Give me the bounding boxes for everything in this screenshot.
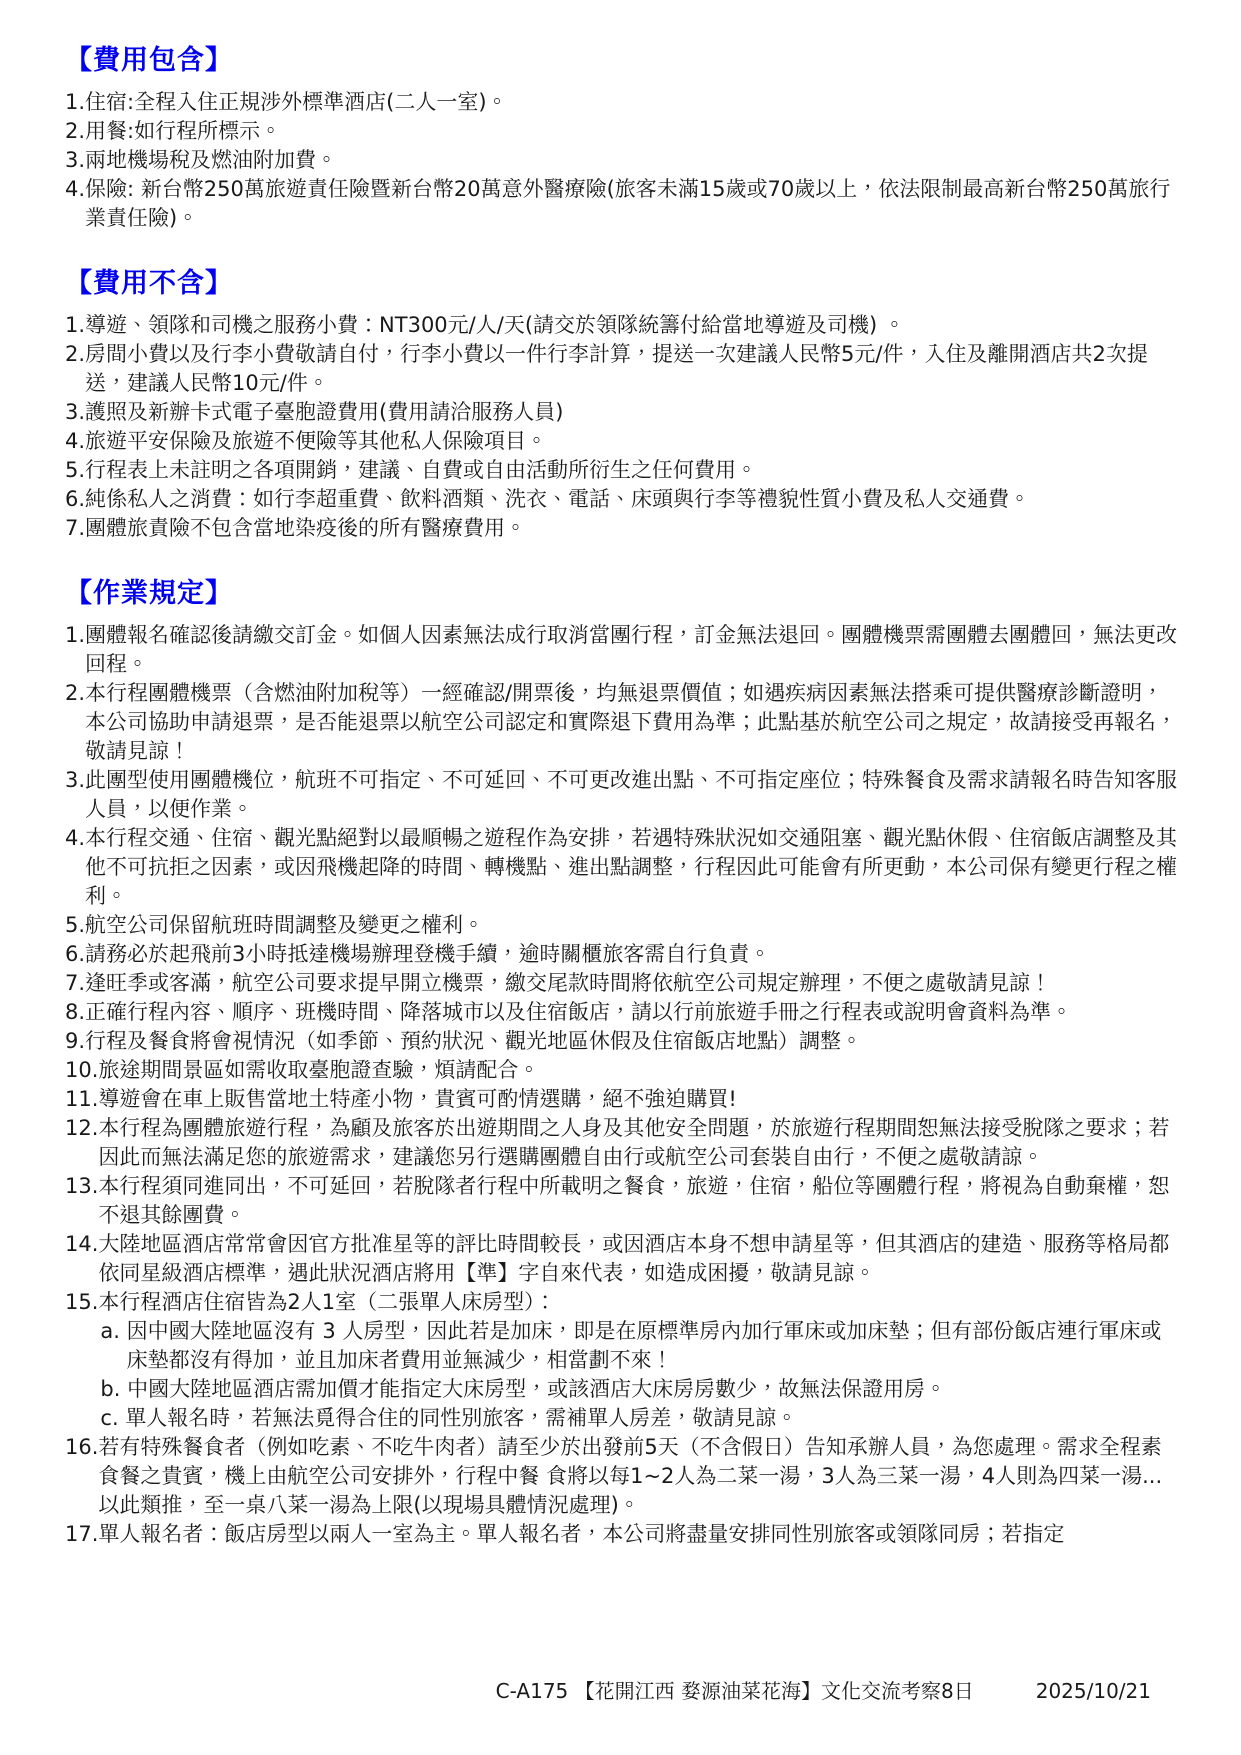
list-item [65, 146, 1181, 175]
item-text: 本行程酒店住宿皆為2人1室（二張單人床房型）： a. 因中國大陸地區沒有 3 人房型，因此若是加床，即是在原標準房內加行軍床或加床墊；但有部份飯店連行軍床或床墊都沒有得加，並且加床者費用並無減少，相當劃不來！ b. 中國大陸地區酒店需加價才能指定大床房型，或該酒店大床房房數少，故無法保證用房。 c. 單人報名時，若無法覓得合住的同性別旅客，需補單人房差，敬請見諒。 [98, 1288, 1181, 1433]
item-text: 行程及餐食將會視情況（如季節、預約狀況、觀光地區休假及住宿飯店地點）調整。 [85, 1029, 863, 1053]
list-item [65, 679, 1181, 766]
item-text: 護照及新辦卡式電子臺胞證費用(費用請洽服務人員) [85, 400, 564, 424]
subitem-text: 單人報名時，若無法覓得合住的同性別旅客，需補單人房差，敬請見諒。 [125, 1406, 798, 1430]
item-text: 用餐:如行程所標示。 [85, 119, 282, 143]
footer-doc-title: C-A175 【花開江西 婺源油菜花海】文化交流考察8日 [495, 1679, 974, 1703]
section-title: 【費用不含】 [65, 268, 233, 299]
subitem-letter: c. [100, 1406, 126, 1430]
item-number: 7. [65, 516, 86, 540]
item-text: 逢旺季或客滿，航空公司要求提早開立機票，繳交尾款時間將依航空公司規定辦理，不便之處敬請見諒！ [85, 971, 1052, 995]
subitem-text: 因中國大陸地區沒有 3 人房型，因此若是加床，即是在原標準房內加行軍床或加床墊；但有部份飯店連行軍床或床墊都沒有得加，並且加床者費用並無減少，相當劃不來！ [126, 1319, 1162, 1372]
item-number: 2. [65, 342, 86, 366]
list-item [65, 1172, 1181, 1230]
list-item [65, 911, 1181, 940]
item-number: 2. [65, 681, 86, 705]
item-text: 單人報名者：飯店房型以兩人一室為主。單人報名者，本公司將盡量安排同性別旅客或領隊同房；若指定 [98, 1522, 1065, 1546]
item-number: 6. [65, 487, 86, 511]
item-text: 純係私人之消費：如行李超重費、飲料酒類、洗衣、電話、床頭與行李等禮貌性質小費及私人交通費。 [85, 487, 1031, 511]
item-text: 兩地機場稅及燃油附加費。 [85, 148, 338, 172]
list-item [65, 427, 1181, 456]
item-text: 住宿:全程入住正規涉外標準酒店(二人一室)。 [85, 90, 508, 114]
list-item [65, 1056, 1181, 1085]
item-text: 行程表上未註明之各項開銷，建議、自費或自由活動所衍生之任何費用。 [85, 458, 758, 482]
item-number: 4. [65, 429, 86, 453]
list-item [65, 621, 1181, 679]
item-number: 9. [65, 1029, 86, 1053]
item-number: 14. [65, 1232, 99, 1256]
sub-list [98, 1317, 1181, 1433]
list-item [65, 456, 1181, 485]
footer-date: 2025/10/21 [1035, 1679, 1151, 1703]
list-item [65, 969, 1181, 998]
item-number: 6. [65, 942, 86, 966]
item-text: 本行程為團體旅遊行程，為顧及旅客於出遊期間之人身及其他安全問題，於旅遊行程期間恕無法接受脫隊之要求；若因此而無法滿足您的旅遊需求，建議您另行選購團體自由行或航空公司套裝自由行，不便之處敬請諒。 [98, 1116, 1170, 1169]
item-number: 2. [65, 119, 86, 143]
item-number: 13. [65, 1174, 99, 1198]
item-number: 8. [65, 1000, 86, 1024]
subitem-letter: a. [100, 1319, 127, 1343]
item-number: 4. [65, 177, 86, 201]
list-item [65, 1230, 1181, 1288]
list-item [65, 998, 1181, 1027]
list-item [65, 1433, 1181, 1520]
list-item [65, 824, 1181, 911]
item-text: 正確行程內容、順序、班機時間、降落城市以及住宿飯店，請以行前旅遊手冊之行程表或說明會資料為準。 [85, 1000, 1073, 1024]
section-1 [65, 44, 1181, 233]
list-item [65, 340, 1181, 398]
item-text: 導遊會在車上販售當地土特產小物，貴賓可酌情選購，絕不強迫購買! [98, 1087, 737, 1111]
list-item [65, 1085, 1181, 1114]
subitem-letter: b. [100, 1377, 128, 1401]
list-item [65, 1520, 1181, 1549]
item-number: 4. [65, 826, 86, 850]
item-number: 3. [65, 148, 86, 172]
item-text: 若有特殊餐食者（例如吃素、不吃牛肉者）請至少於出發前5天（不含假日）告知承辦人員，為您處理。需求全程素食餐之貴賓，機上由航空公司安排外，行程中餐 食將以每1~2人為二菜一湯，3人為三菜一湯，4人則為四菜一湯...以此類推，至一桌八菜一湯為上限(以現場具體情況處理)。 [98, 1435, 1163, 1517]
list-item [65, 940, 1181, 969]
section-2 [65, 267, 1181, 543]
item-text: 團體報名確認後請繳交訂金。如個人因素無法成行取消當團行程，訂金無法退回。團體機票需團體去團體回，無法更改回程。 [85, 623, 1178, 676]
item-text: 本行程交通、住宿、觀光點絕對以最順暢之遊程作為安排，若遇特殊狀況如交通阻塞、觀光點休假、住宿飯店調整及其他不可抗拒之因素，或因飛機起降的時間、轉機點、進出點調整，行程因此可能會有所更動，本公司保有變更行程之權利。 [85, 826, 1178, 908]
item-text: 團體旅責險不包含當地染疫後的所有醫療費用。 [85, 516, 527, 540]
item-number: 1. [65, 90, 86, 114]
item-number: 12. [65, 1116, 99, 1140]
item-number: 3. [65, 768, 86, 792]
page-footer [65, 1653, 1181, 1705]
item-number: 7. [65, 971, 86, 995]
item-number: 5. [65, 458, 86, 482]
item-number: 5. [65, 913, 86, 937]
item-number: 15. [65, 1290, 99, 1314]
item-text: 保險: 新台幣250萬旅遊責任險暨新台幣20萬意外醫療險(旅客未滿15歲或70歲以上，依法限制最高新台幣250萬旅行業責任險)。 [85, 177, 1171, 230]
item-number: 11. [65, 1087, 99, 1111]
item-text: 航空公司保留航班時間調整及變更之權利。 [85, 913, 485, 937]
item-text: 旅遊平安保險及旅遊不便險等其他私人保險項目。 [85, 429, 548, 453]
list-item [65, 117, 1181, 146]
sub-list-item [100, 1404, 1181, 1433]
item-text: 請務必於起飛前3小時抵達機場辦理登機手續，逾時關櫃旅客需自行負責。 [85, 942, 771, 966]
section-title: 【作業規定】 [65, 578, 233, 609]
item-text: 導遊、領隊和司機之服務小費：NT300元/人/天(請交於領隊統籌付給當地導遊及司機) 。 [85, 313, 905, 337]
section-title: 【費用包含】 [65, 45, 233, 76]
list-item [65, 398, 1181, 427]
item-text: 房間小費以及行李小費敬請自付，行李小費以一件行李計算，提送一次建議人民幣5元/件，入住及離開酒店共2次提送，建議人民幣10元/件。 [85, 342, 1148, 395]
list-item [65, 311, 1181, 340]
list-item [65, 514, 1181, 543]
section-3 [65, 577, 1181, 1549]
item-number: 3. [65, 400, 86, 424]
list-item [65, 175, 1181, 233]
item-text: 本行程須同進同出，不可延回，若脫隊者行程中所載明之餐食，旅遊，住宿，船位等團體行程，將視為自動棄權，恕不退其餘團費。 [98, 1174, 1170, 1227]
item-number: 1. [65, 623, 86, 647]
item-text: 本行程團體機票（含燃油附加稅等）一經確認/開票後，均無退票價值；如遇疾病因素無法搭乘可提供醫療診斷證明，本公司協助申請退票，是否能退票以航空公司認定和實際退下費用為準；此點基於航空公司之規定，故請接受再報名，敬請見諒！ [85, 681, 1178, 763]
item-text: 大陸地區酒店常常會因官方批准星等的評比時間較長，或因酒店本身不想申請星等，但其酒店的建造、服務等格局都依同星級酒店標準，遇此狀況酒店將用【準】字自來代表，如造成困擾，敬請見諒。 [98, 1232, 1170, 1285]
subitem-text: 中國大陸地區酒店需加價才能指定大床房型，或該酒店大床房房數少，故無法保證用房。 [127, 1377, 947, 1401]
sub-list-item [100, 1375, 1181, 1404]
list-item [65, 1027, 1181, 1056]
list-item [65, 485, 1181, 514]
item-number: 1. [65, 313, 86, 337]
item-text: 旅途期間景區如需收取臺胞證查驗，煩請配合。 [98, 1058, 540, 1082]
item-number: 17. [65, 1522, 99, 1546]
list-item [65, 766, 1181, 824]
list-item [65, 88, 1181, 117]
terms-sections [65, 44, 1181, 1549]
item-text: 此團型使用團體機位，航班不可指定、不可延回、不可更改進出點、不可指定座位；特殊餐食及需求請報名時告知客服人員，以便作業。 [85, 768, 1178, 821]
item-number: 10. [65, 1058, 99, 1082]
list-item [65, 1114, 1181, 1172]
list-item [65, 1288, 1181, 1433]
item-number: 16. [65, 1435, 99, 1459]
sub-list-item [100, 1317, 1181, 1375]
